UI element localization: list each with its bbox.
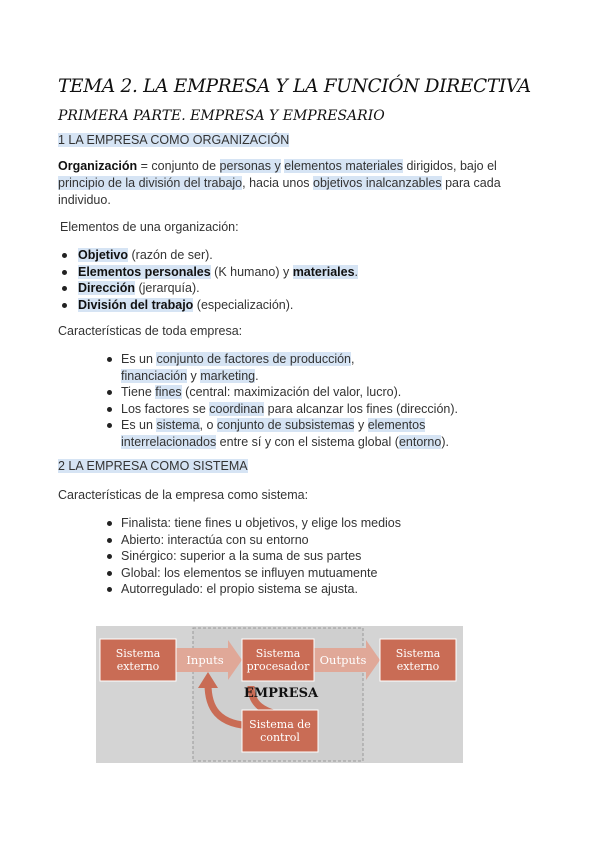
system-intro: Características de la empresa como sistema: xyxy=(58,488,309,502)
list-item: Sinérgico: superior a la suma de sus partes xyxy=(104,548,524,565)
list-item: Objetivo (razón de ser). xyxy=(58,247,518,264)
empresa-label: EMPRESA xyxy=(243,686,319,701)
list-item: Finalista: tiene fines u objetivos, y elige los medios xyxy=(104,515,524,532)
characteristics-list xyxy=(104,351,524,450)
list-item: Es un conjunto de factores de producción, financiación y marketing. xyxy=(104,351,421,384)
elements-intro: Elementos de una organización: xyxy=(60,220,239,234)
list-item: Abierto: interactúa con su entorno xyxy=(104,532,524,549)
page-subtitle: PRIMERA PARTE. EMPRESA Y EMPRESARIO xyxy=(58,108,385,124)
elements-list xyxy=(58,247,518,313)
list-item: Es un sistema, o conjunto de subsistemas y elementos interrelacionados entre sí y con el sistema global (entorno). xyxy=(104,417,524,450)
external-system-right-label: Sistema externo xyxy=(395,647,441,673)
outputs-label: Outputs xyxy=(319,653,367,667)
section-heading-sistema: 2 LA EMPRESA COMO SISTEMA xyxy=(58,459,248,473)
list-item: Los factores se coordinan para alcanzar los fines (dirección). xyxy=(104,401,524,418)
system-characteristics-list xyxy=(104,515,524,598)
external-system-left-label: Sistema externo xyxy=(115,647,161,673)
list-item: Elementos personales (K humano) y materiales. xyxy=(58,264,518,281)
processor-label: Sistema procesador xyxy=(246,647,310,673)
definition-paragraph: Organización = conjunto de personas y elementos materiales dirigidos, bajo el principio de la división del trabajo, hacia unos objetivos inalcanzables para cada individuo. xyxy=(58,159,501,207)
list-item: Tiene fines (central: maximización del valor, lucro). xyxy=(104,384,524,401)
section-heading-organizacion: 1 LA EMPRESA COMO ORGANIZACIÓN xyxy=(58,133,290,147)
list-item: Autorregulado: el propio sistema se ajusta. xyxy=(104,581,524,598)
control-label: Sistema de control xyxy=(249,718,311,744)
page-title: TEMA 2. LA EMPRESA Y LA FUNCIÓN DIRECTIVA xyxy=(58,76,531,97)
characteristics-intro: Características de toda empresa: xyxy=(58,324,243,338)
list-item: Dirección (jerarquía). xyxy=(58,280,518,297)
list-item: División del trabajo (especialización). xyxy=(58,297,518,314)
enterprise-system-diagram xyxy=(96,626,463,763)
list-item: Global: los elementos se influyen mutuamente xyxy=(104,565,524,582)
inputs-label: Inputs xyxy=(186,653,224,667)
